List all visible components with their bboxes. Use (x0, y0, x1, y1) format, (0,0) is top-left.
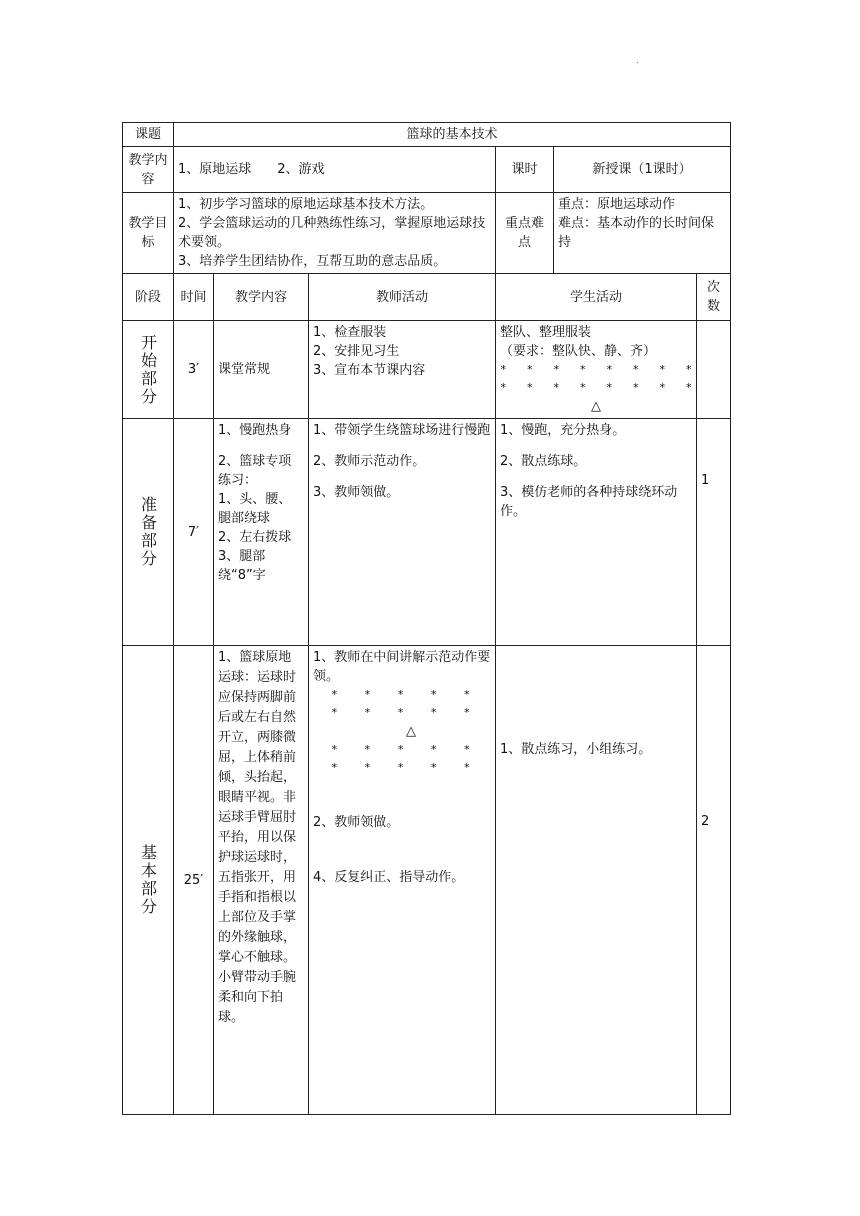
stage-count: 1 (697, 419, 731, 646)
student-step: 1、慢跑，充分热身。 (500, 423, 626, 438)
formation-row: * * * * * (331, 743, 471, 756)
formation-row: * * * * * (331, 688, 471, 701)
teacher-step: 3、宣布本节课内容 (313, 363, 426, 378)
stage-count: 2 (697, 646, 731, 1115)
col-stage: 阶段 (123, 274, 174, 321)
section-start (123, 321, 731, 419)
student-step: 整队、整理服装 (500, 325, 592, 340)
goal-item: 1、初步学习篮球的原地运球基本技术方法。 (178, 197, 434, 212)
section-basic (123, 646, 731, 1115)
stage-label: 准备部分 (138, 496, 158, 568)
section-preparation (123, 419, 731, 646)
teacher-step: 3、教师领做。 (313, 485, 400, 500)
col-student: 学生活动 (496, 274, 697, 321)
content-item: 1、头、腰、腿部绕球 (218, 492, 292, 526)
goals-list (174, 193, 496, 274)
difficult-point: 难点：基本动作的长时间保持 (558, 216, 715, 250)
goals-label: 教学目标 (123, 193, 174, 274)
formation-row: * * * * * * * * (500, 363, 693, 376)
teacher-step: 1、检查服装 (313, 325, 387, 340)
column-header-row (123, 274, 731, 321)
teacher-step: 2、教师示范动作。 (313, 454, 426, 469)
stage-content: 1、篮球原地运球：运球时应保持两脚前后或左右自然开立，两膝微屈，上体稍前倾，头抬起，眼睛平视。非运球手臂屈肘平抬，用以保护球运球时，五指张开，用手指和指根以上部位及手掌的外缘触球，掌心不触球。小臂带动手腕柔和向下拍球。 (214, 646, 309, 1115)
teacher-activity (309, 321, 496, 419)
teacher-activity (309, 646, 496, 1115)
stage-label: 基本部分 (138, 844, 158, 916)
col-teacher: 教师活动 (309, 274, 496, 321)
stage-content: 课堂常规 (214, 321, 309, 419)
teacher-step: 1、教师在中间讲解示范动作要领。 (313, 650, 491, 684)
topic-label: 课题 (123, 123, 174, 147)
teacher-step: 1、带领学生绕篮球场进行慢跑 (313, 423, 491, 438)
topic-value: 篮球的基本技术 (174, 123, 731, 147)
teacher-activity (309, 419, 496, 646)
period-label: 课时 (496, 147, 554, 193)
teacher-position-marker: △ (591, 399, 601, 414)
lesson-plan-table (122, 122, 731, 1115)
content-item: 1、慢跑热身 (218, 423, 292, 438)
teacher-step: 2、教师领做。 (313, 815, 400, 830)
student-step: 2、散点练球。 (500, 454, 587, 469)
content-item: 2、左右拨球 (218, 530, 292, 545)
student-step: 3、模仿老师的各种持球绕环动作。 (500, 485, 678, 519)
topic-row (123, 123, 731, 147)
student-activity (496, 419, 697, 646)
goal-item: 2、学会篮球运动的几种熟练性练习，掌握原地运球技术要领。 (178, 216, 486, 250)
student-step: （要求：整队快、静、齐） (500, 344, 657, 359)
student-activity (496, 321, 697, 419)
stage-label: 开始部分 (138, 333, 158, 406)
content-item: 3、腿部绕“8”字 (218, 549, 266, 583)
teacher-step: 2、安排见习生 (313, 344, 400, 359)
content-item: 2、篮球专项练习： (218, 454, 292, 488)
student-activity: 1、散点练习，小组练习。 (496, 646, 697, 1115)
stage-content (214, 419, 309, 646)
stage-time: 3′ (174, 321, 214, 419)
stage-time: 25′ (174, 646, 214, 1115)
content-row (123, 147, 731, 193)
key-points (554, 193, 731, 274)
formation-row: * * * * * * * * (500, 381, 693, 394)
teacher-position-marker: △ (406, 724, 416, 739)
key-label: 重点难点 (496, 193, 554, 274)
teacher-step: 4、反复纠正、指导动作。 (313, 870, 465, 885)
goal-item: 3、培养学生团结协作，互帮互助的意志品质。 (178, 254, 447, 269)
formation-row: * * * * * (331, 706, 471, 719)
col-content: 教学内容 (214, 274, 309, 321)
stage-time: 7′ (174, 419, 214, 646)
stage-count (697, 321, 731, 419)
content-label: 教学内容 (123, 147, 174, 193)
content-value: 1、原地运球 2、游戏 (174, 147, 496, 193)
formation-row: * * * * * (331, 761, 471, 774)
period-value: 新授课（1课时） (554, 147, 731, 193)
corner-mark: . (636, 56, 639, 66)
col-time: 时间 (174, 274, 214, 321)
key-point: 重点：原地运球动作 (558, 197, 676, 212)
goals-row (123, 193, 731, 274)
col-count: 次数 (697, 274, 731, 321)
